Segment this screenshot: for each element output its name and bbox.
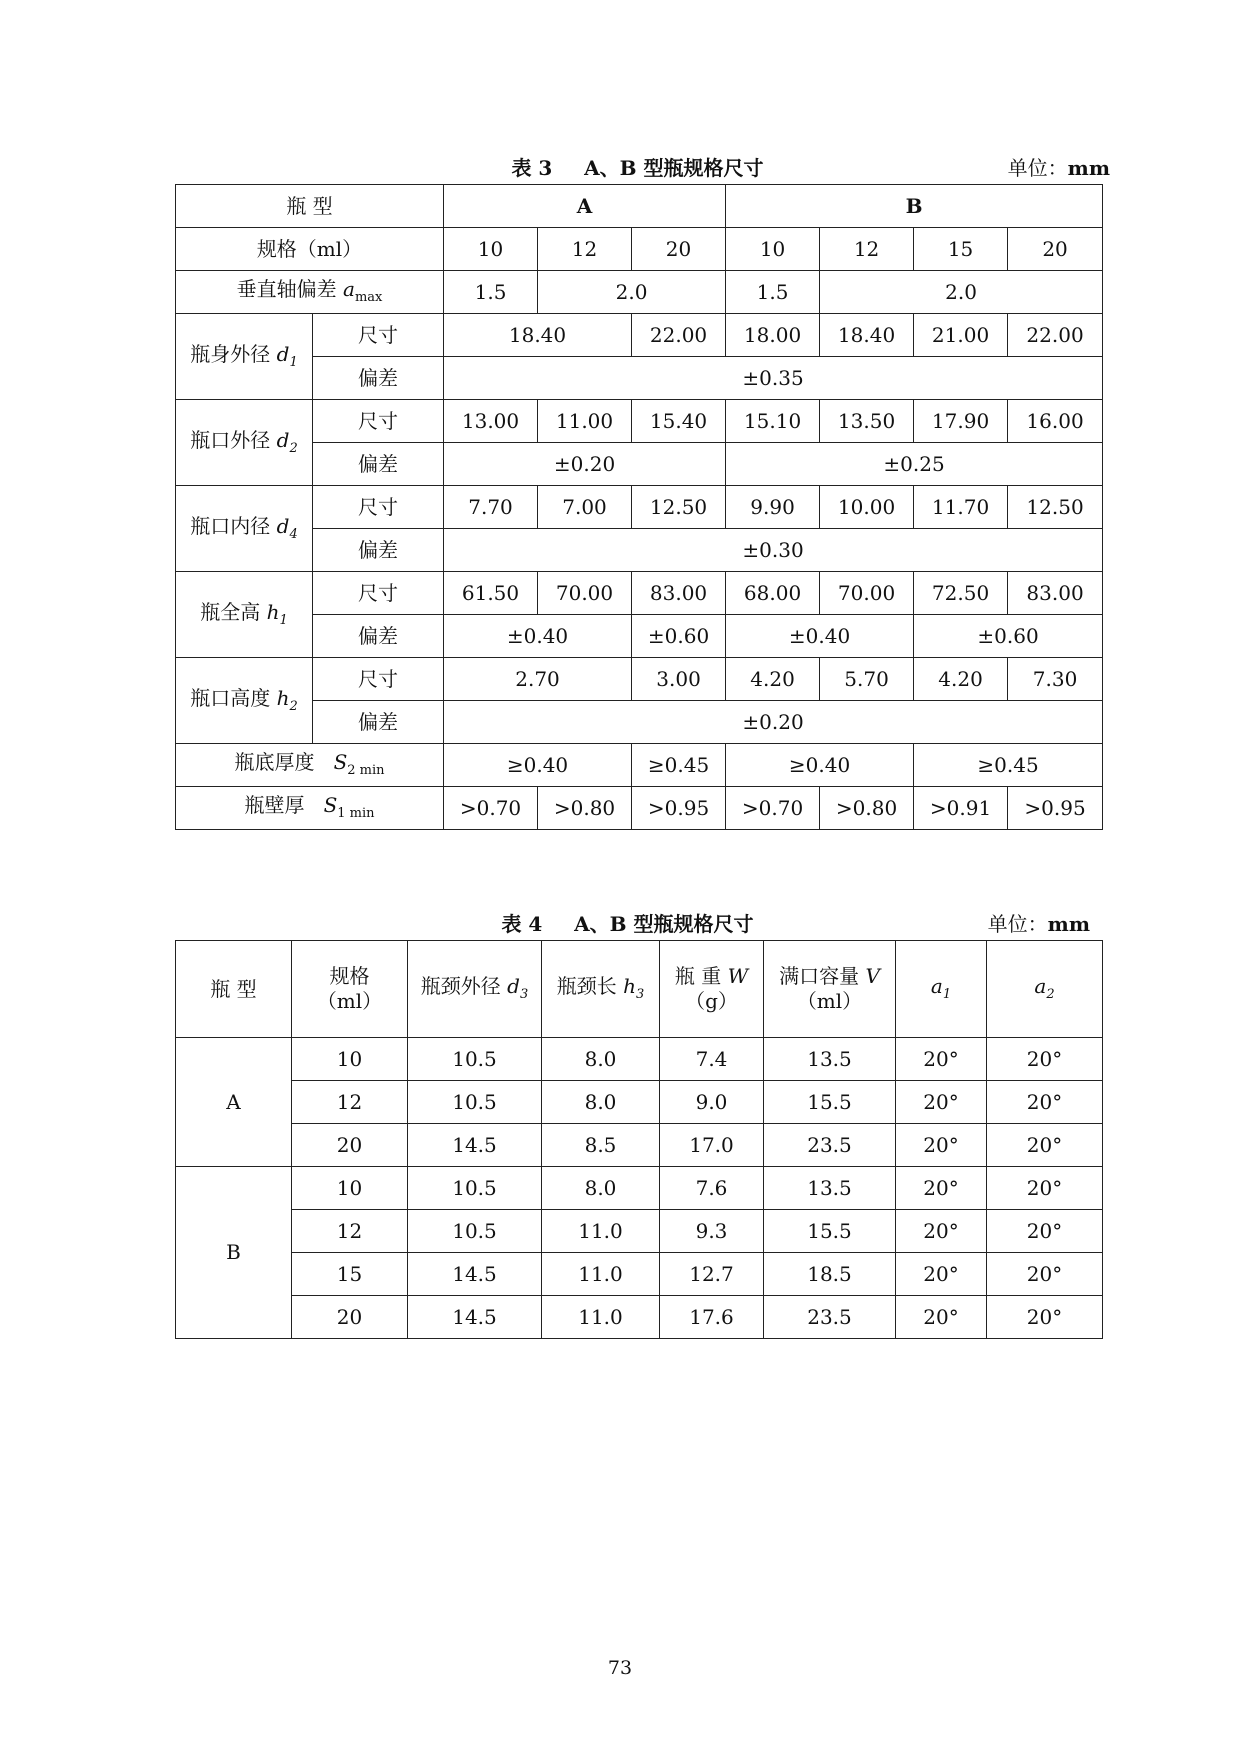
table3 [175,184,1103,830]
table3-axis-dev-label: 垂直轴偏差 [236,277,337,302]
table-cell: 23.5 [764,1296,896,1339]
table3-spec-header: 规格（ml） [176,228,444,271]
table-cell: 20° [896,1167,987,1210]
table3-d1-size-cell: 22.00 [632,314,726,357]
table3-caption-num: 表 3 [511,156,553,180]
table3-d2-sub: 2 [289,440,298,456]
table4-header-a1-symbol: a [930,974,943,999]
table4-caption-title: A、B 型瓶规格尺寸 [574,912,754,936]
table-cell: 12 [292,1210,408,1253]
table-cell: 9.0 [660,1081,764,1124]
table-cell: 7.6 [660,1167,764,1210]
table4-header-a2 [987,941,1103,1038]
table3-row-type [176,185,1103,228]
table3-s1-label: 瓶壁厚 [244,793,305,818]
table-cell: 8.0 [542,1167,660,1210]
table3-d2-size-cell: 16.00 [1008,400,1103,443]
table3-d4-size-cell: 12.50 [632,486,726,529]
table4-header-a2-symbol: a [1034,974,1047,999]
table3-d1-size-cell: 22.00 [1008,314,1103,357]
table-cell: 14.5 [408,1253,542,1296]
table4-header-spec-label: 规格 [329,964,370,988]
table-cell: 20° [896,1253,987,1296]
table3-s2-cell: ≥0.45 [914,744,1103,787]
table3-axis-dev-cell: 1.5 [444,271,538,314]
table4-header-weight-unit: （g） [685,989,738,1013]
table3-row-d1-dev [176,357,1103,400]
table4-header-d3-label: 瓶颈外径 [420,974,501,999]
table3-row-h2-size [176,658,1103,701]
table4-header-a2-sub: 2 [1046,987,1055,1003]
table4-header-h3 [542,941,660,1038]
table-cell: 8.0 [542,1038,660,1081]
table3-d1-size-cell: 18.00 [726,314,820,357]
table3-axis-dev-sub: max [354,290,383,306]
table-cell: 20° [896,1081,987,1124]
table3-h2-size-cell: 5.70 [820,658,914,701]
table-cell: 20° [987,1124,1103,1167]
table3-d1-symbol: d [276,341,290,366]
table-cell: 20° [896,1124,987,1167]
table3-s2-cell: ≥0.45 [632,744,726,787]
table3-d4-dev-cell: ±0.30 [444,529,1103,572]
table3-type-header: 瓶 型 [176,185,444,228]
table-cell: 17.0 [660,1124,764,1167]
table4-header-h3-label: 瓶颈长 [556,974,617,999]
table3-s2-symbol: S [333,750,348,775]
table3-s2-sub: 2 min [347,763,385,779]
table-cell: 10 [292,1167,408,1210]
table-row [176,1253,1103,1296]
table3-d1-size-cell: 21.00 [914,314,1008,357]
table-row [176,1167,1103,1210]
table3-d1-size-cell: 18.40 [820,314,914,357]
table3-h1-symbol: h [266,599,280,624]
table-cell: 10.5 [408,1038,542,1081]
table4-header-a1-sub: 1 [942,987,952,1003]
table3-d1-dev-cell: ±0.35 [444,357,1103,400]
table-cell: 15 [292,1253,408,1296]
table-cell: 10.5 [408,1081,542,1124]
table3-h1-dev-cell: ±0.60 [914,615,1103,658]
table-cell: 20° [987,1081,1103,1124]
table-row [176,1038,1103,1081]
table4-header-weight [660,941,764,1038]
table3-d4-size-cell: 7.70 [444,486,538,529]
table3-d1-label-cell [176,314,313,400]
table4-unit [988,908,1090,937]
table3-caption [175,146,1110,186]
table-cell: 12 [292,1081,408,1124]
table3-type-a: A [444,185,726,228]
table-cell: 20° [896,1210,987,1253]
table3-dev-label: 偏差 [313,615,444,658]
table-cell: 20° [987,1210,1103,1253]
table3-h2-label-cell [176,658,313,744]
table-cell: 20 [292,1296,408,1339]
table3-h1-dev-cell: ±0.40 [726,615,914,658]
table-cell: 11.0 [542,1253,660,1296]
table3-d2-size-cell: 17.90 [914,400,1008,443]
table3-row-d1-size [176,314,1103,357]
table-cell: 14.5 [408,1124,542,1167]
table3-dev-label: 偏差 [313,357,444,400]
table-row [176,1296,1103,1339]
table3-spec-cell: 20 [1008,228,1103,271]
table3-type-b: B [726,185,1103,228]
table3-d2-size-cell: 15.10 [726,400,820,443]
table3-h2-size-cell: 3.00 [632,658,726,701]
table-cell: 12.7 [660,1253,764,1296]
table3-caption-title: A、B 型瓶规格尺寸 [584,156,764,180]
table3-d1-sub: 1 [289,354,298,370]
table3-s2-label: 瓶底厚度 [234,750,315,775]
table4-header-type: 瓶 型 [176,941,292,1038]
table-row [176,1081,1103,1124]
table3-row-h2-dev [176,701,1103,744]
table3-s1-cell: >0.70 [726,787,820,830]
table4-header-volume-label: 满口容量 [779,964,860,988]
table4-header-h3-sub: 3 [635,987,645,1003]
table4-header-d3-symbol: d [507,974,520,999]
table4-header-d3 [408,941,542,1038]
table3-row-spec [176,228,1103,271]
table-cell: 10 [292,1038,408,1081]
table3-spec-cell: 12 [820,228,914,271]
table-row [176,1210,1103,1253]
table3-row-axis-dev [176,271,1103,314]
table-cell: 9.3 [660,1210,764,1253]
table3-h1-size-cell: 70.00 [538,572,632,615]
table-cell: 7.4 [660,1038,764,1081]
table3-axis-dev-symbol: a [343,277,355,302]
table3-unit-label: 单位： [1007,156,1068,180]
table3-spec-cell: 15 [914,228,1008,271]
table3-d4-sub: 4 [289,526,298,542]
table3-d2-dev-cell: ±0.20 [444,443,726,486]
table3-d4-label-cell [176,486,313,572]
table3-d2-size-cell: 15.40 [632,400,726,443]
table3-d2-symbol: d [276,427,290,452]
table3-d4-size-cell: 7.00 [538,486,632,529]
table-cell: 23.5 [764,1124,896,1167]
table-cell: 10.5 [408,1167,542,1210]
table3-s1-sub: 1 min [337,806,375,822]
table3-s2-cell: ≥0.40 [444,744,632,787]
table-cell: 20° [896,1038,987,1081]
table4-group-type: B [176,1167,292,1339]
table3-h2-size-cell: 4.20 [914,658,1008,701]
table3-row-h1-size [176,572,1103,615]
table-cell: 10.5 [408,1210,542,1253]
table3-dev-label: 偏差 [313,701,444,744]
table3-h1-size-cell: 83.00 [632,572,726,615]
table3-spec-cell: 20 [632,228,726,271]
table3-dev-label: 偏差 [313,443,444,486]
table3-d2-label-cell [176,400,313,486]
table3-axis-dev-cell: 2.0 [820,271,1103,314]
table4-header-row [176,941,1103,1038]
table3-h2-size-cell: 2.70 [444,658,632,701]
table3-d4-size-cell: 9.90 [726,486,820,529]
table3-size-label: 尺寸 [313,314,444,357]
table-row [176,1124,1103,1167]
table4 [175,940,1103,1339]
table3-row-d2-dev [176,443,1103,486]
table3-h2-size-cell: 7.30 [1008,658,1103,701]
table3-h1-sub: 1 [279,612,288,628]
table3-h1-size-cell: 72.50 [914,572,1008,615]
table3-dev-label: 偏差 [313,529,444,572]
table4-header-volume [764,941,896,1038]
table3-unit-value: mm [1067,156,1110,180]
table-cell: 18.5 [764,1253,896,1296]
table3-row-d2-size [176,400,1103,443]
table3-h1-size-cell: 68.00 [726,572,820,615]
table3-size-label: 尺寸 [313,400,444,443]
table-cell: 17.6 [660,1296,764,1339]
table3-size-label: 尺寸 [313,658,444,701]
table3-d2-label: 瓶口外径 [190,427,271,452]
table3-unit [1008,152,1110,181]
table4-header-volume-unit: （ml） [796,989,863,1013]
table3-d2-size-cell: 13.50 [820,400,914,443]
table3-row-h1-dev [176,615,1103,658]
table4-title [175,908,1080,937]
table3-d2-dev-cell: ±0.25 [726,443,1103,486]
table3-row-d4-dev [176,529,1103,572]
table4-header-h3-symbol: h [623,974,636,999]
table3-row-d4-size [176,486,1103,529]
table4-header-weight-symbol: W [727,964,749,988]
table4-group-type: A [176,1038,292,1167]
table3-s1-symbol: S [323,793,338,818]
table3-h1-size-cell: 70.00 [820,572,914,615]
table3-size-label: 尺寸 [313,486,444,529]
table3-h1-size-cell: 83.00 [1008,572,1103,615]
table-cell: 15.5 [764,1210,896,1253]
table4-header-volume-symbol: V [865,964,880,988]
table4-header-spec [292,941,408,1038]
table3-s1-cell: >0.70 [444,787,538,830]
table3-row-s2 [176,744,1103,787]
table-cell: 20° [987,1167,1103,1210]
table3-d2-size-cell: 11.00 [538,400,632,443]
table3-title [175,152,1100,181]
table3-h2-symbol: h [276,685,290,710]
table3-d1-size-cell: 18.40 [444,314,632,357]
table3-spec-cell: 10 [726,228,820,271]
table-cell: 20 [292,1124,408,1167]
table4-unit-label: 单位： [987,912,1048,936]
table-cell: 15.5 [764,1081,896,1124]
table-cell: 20° [987,1038,1103,1081]
table3-spec-cell: 12 [538,228,632,271]
table4-header-a1 [896,941,987,1038]
table3-h2-size-cell: 4.20 [726,658,820,701]
table3-h1-size-cell: 61.50 [444,572,538,615]
table-cell: 14.5 [408,1296,542,1339]
table3-s1-cell: >0.80 [538,787,632,830]
table3-s2-cell: ≥0.40 [726,744,914,787]
table4-header-d3-sub: 3 [519,987,529,1003]
table4-header-weight-label: 瓶 重 [674,964,722,988]
table3-d1-label: 瓶身外径 [190,341,271,366]
table3-s1-cell: >0.95 [1008,787,1103,830]
table3-size-label: 尺寸 [313,572,444,615]
table4-unit-value: mm [1047,912,1090,936]
table3-axis-dev-label-cell [176,271,444,314]
table3-s2-label-cell [176,744,444,787]
table3-d2-size-cell: 13.00 [444,400,538,443]
table3-s1-label-cell [176,787,444,830]
table-cell: 13.5 [764,1167,896,1210]
table4-caption-num: 表 4 [501,912,543,936]
table3-d4-size-cell: 11.70 [914,486,1008,529]
table3-spec-cell: 10 [444,228,538,271]
table3-axis-dev-cell: 2.0 [538,271,726,314]
table3-h2-sub: 2 [289,698,298,714]
table3-h2-label: 瓶口高度 [190,685,271,710]
table3-h2-dev-cell: ±0.20 [444,701,1103,744]
table-cell: 20° [896,1296,987,1339]
table3-h1-dev-cell: ±0.40 [444,615,632,658]
table3-d4-size-cell: 10.00 [820,486,914,529]
table3-h1-label: 瓶全高 [200,599,261,624]
table4-header-spec-unit: （ml） [316,989,383,1013]
table-cell: 8.0 [542,1081,660,1124]
table3-d4-size-cell: 12.50 [1008,486,1103,529]
table3-axis-dev-cell: 1.5 [726,271,820,314]
page-number: 73 [607,1657,633,1679]
table3-s1-cell: >0.95 [632,787,726,830]
table-cell: 11.0 [542,1210,660,1253]
table-cell: 20° [987,1296,1103,1339]
table3-h1-dev-cell: ±0.60 [632,615,726,658]
table3-row-s1 [176,787,1103,830]
table4-caption [175,902,1090,942]
table3-s1-cell: >0.80 [820,787,914,830]
table3-h1-label-cell [176,572,313,658]
table-cell: 8.5 [542,1124,660,1167]
table3-s1-cell: >0.91 [914,787,1008,830]
table-cell: 11.0 [542,1296,660,1339]
table3-d4-symbol: d [276,513,290,538]
table-cell: 20° [987,1253,1103,1296]
table3-d4-label: 瓶口内径 [190,513,271,538]
table-cell: 13.5 [764,1038,896,1081]
